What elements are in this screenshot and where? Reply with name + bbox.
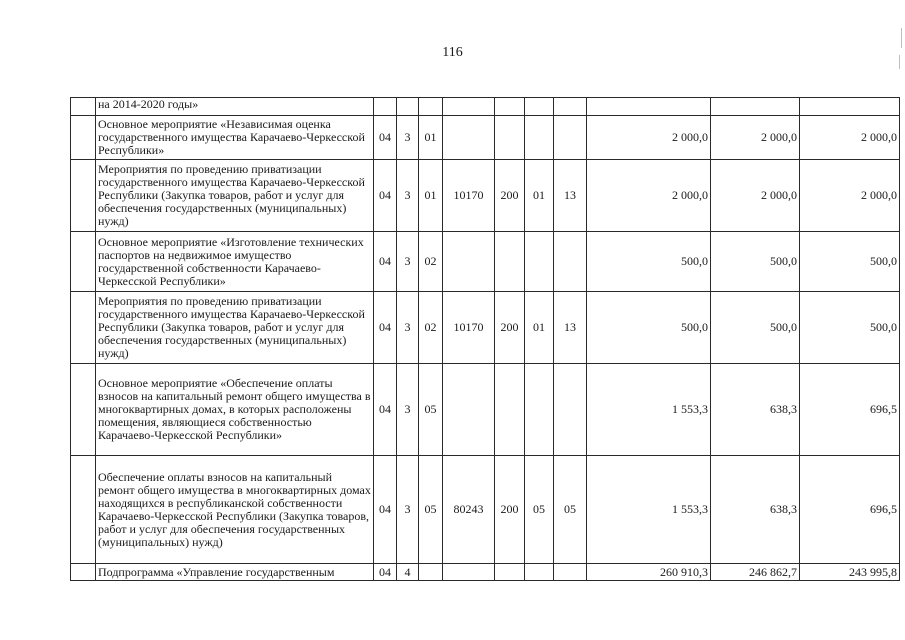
row-name-cell: Основное мероприятие «Независимая оценка государственного имущества Карачаево-Черкесской Республики» bbox=[96, 116, 374, 160]
code-cell-2: 3 bbox=[397, 456, 419, 564]
amount-cell-1: 1 553,3 bbox=[587, 364, 711, 456]
amount-cell-2: 246 862,7 bbox=[711, 564, 800, 581]
row-marker-cell bbox=[71, 160, 96, 232]
table-body bbox=[71, 98, 900, 581]
code-cell-2: 3 bbox=[397, 232, 419, 292]
code-cell-7: 13 bbox=[554, 160, 587, 232]
row-name-cell: на 2014-2020 годы» bbox=[96, 98, 374, 116]
code-cell-7: 13 bbox=[554, 292, 587, 364]
code-cell-1: 04 bbox=[374, 232, 397, 292]
code-cell-7 bbox=[554, 98, 587, 116]
amount-cell-2: 638,3 bbox=[711, 456, 800, 564]
table-row bbox=[71, 232, 900, 292]
code-cell-4 bbox=[443, 232, 495, 292]
code-cell-5 bbox=[495, 98, 525, 116]
amount-cell-1: 2 000,0 bbox=[587, 116, 711, 160]
code-cell-1: 04 bbox=[374, 116, 397, 160]
code-cell-4 bbox=[443, 364, 495, 456]
code-cell-5: 200 bbox=[495, 160, 525, 232]
code-cell-4 bbox=[443, 116, 495, 160]
code-cell-6 bbox=[525, 98, 554, 116]
code-cell-3: 05 bbox=[419, 364, 443, 456]
code-cell-4: 80243 bbox=[443, 456, 495, 564]
code-cell-3: 02 bbox=[419, 292, 443, 364]
row-name-cell: Основное мероприятие «Обеспечение оплаты взносов на капитальный ремонт общего имущества в многоквартирных домах, в которых расположены помещения, являющиеся собственностью Карачаево-Черкесской Республики» bbox=[96, 364, 374, 456]
code-cell-7: 05 bbox=[554, 456, 587, 564]
row-marker-cell bbox=[71, 292, 96, 364]
amount-cell-3 bbox=[800, 98, 900, 116]
code-cell-2: 3 bbox=[397, 292, 419, 364]
code-cell-2: 3 bbox=[397, 116, 419, 160]
code-cell-5 bbox=[495, 232, 525, 292]
code-cell-1: 04 bbox=[374, 456, 397, 564]
amount-cell-3: 2 000,0 bbox=[800, 160, 900, 232]
table-row bbox=[71, 564, 900, 581]
table-row bbox=[71, 160, 900, 232]
code-cell-6 bbox=[525, 116, 554, 160]
amount-cell-2: 638,3 bbox=[711, 364, 800, 456]
code-cell-2: 3 bbox=[397, 160, 419, 232]
code-cell-5: 200 bbox=[495, 292, 525, 364]
amount-cell-3: 500,0 bbox=[800, 232, 900, 292]
code-cell-7 bbox=[554, 364, 587, 456]
code-cell-1: 04 bbox=[374, 160, 397, 232]
row-marker-cell bbox=[71, 116, 96, 160]
code-cell-5 bbox=[495, 116, 525, 160]
row-marker-cell bbox=[71, 564, 96, 581]
code-cell-3: 01 bbox=[419, 116, 443, 160]
row-marker-cell bbox=[71, 98, 96, 116]
code-cell-1: 04 bbox=[374, 564, 397, 581]
amount-cell-2 bbox=[711, 98, 800, 116]
code-cell-6: 01 bbox=[525, 160, 554, 232]
table-row bbox=[71, 456, 900, 564]
code-cell-4 bbox=[443, 564, 495, 581]
code-cell-2: 4 bbox=[397, 564, 419, 581]
amount-cell-3: 500,0 bbox=[800, 292, 900, 364]
code-cell-7 bbox=[554, 232, 587, 292]
code-cell-3 bbox=[419, 98, 443, 116]
code-cell-6 bbox=[525, 564, 554, 581]
amount-cell-3: 696,5 bbox=[800, 364, 900, 456]
amount-cell-3: 243 995,8 bbox=[800, 564, 900, 581]
code-cell-6: 01 bbox=[525, 292, 554, 364]
code-cell-1: 04 bbox=[374, 292, 397, 364]
code-cell-6 bbox=[525, 364, 554, 456]
code-cell-4: 10170 bbox=[443, 160, 495, 232]
page-number: 116 bbox=[442, 45, 463, 60]
code-cell-1 bbox=[374, 98, 397, 116]
code-cell-2: 3 bbox=[397, 364, 419, 456]
amount-cell-1: 2 000,0 bbox=[587, 160, 711, 232]
amount-cell-2: 500,0 bbox=[711, 292, 800, 364]
row-name-cell: Основное мероприятие «Изготовление технических паспортов на недвижимое имущество государственной собственности Карачаево-Черкесской Республики» bbox=[96, 232, 374, 292]
code-cell-3: 02 bbox=[419, 232, 443, 292]
code-cell-3: 01 bbox=[419, 160, 443, 232]
row-marker-cell bbox=[71, 232, 96, 292]
row-marker-cell bbox=[71, 456, 96, 564]
code-cell-5: 200 bbox=[495, 456, 525, 564]
amount-cell-3: 696,5 bbox=[800, 456, 900, 564]
amount-cell-1: 500,0 bbox=[587, 232, 711, 292]
code-cell-4 bbox=[443, 98, 495, 116]
table-row bbox=[71, 116, 900, 160]
amount-cell-1: 260 910,3 bbox=[587, 564, 711, 581]
amount-cell-1: 500,0 bbox=[587, 292, 711, 364]
code-cell-2 bbox=[397, 98, 419, 116]
amount-cell-1: 1 553,3 bbox=[587, 456, 711, 564]
code-cell-4: 10170 bbox=[443, 292, 495, 364]
table-row bbox=[71, 364, 900, 456]
amount-cell-2: 2 000,0 bbox=[711, 116, 800, 160]
code-cell-7 bbox=[554, 564, 587, 581]
amount-cell-2: 2 000,0 bbox=[711, 160, 800, 232]
budget-table bbox=[70, 97, 900, 581]
row-name-cell: Мероприятия по проведению приватизации государственного имущества Карачаево-Черкесской Республики (Закупка товаров, работ и услуг для обеспечения государственных (муниципальных) нужд) bbox=[96, 160, 374, 232]
code-cell-3: 05 bbox=[419, 456, 443, 564]
amount-cell-2: 500,0 bbox=[711, 232, 800, 292]
table-row bbox=[71, 98, 900, 116]
row-name-cell: Мероприятия по проведению приватизации государственного имущества Карачаево-Черкесской Республики (Закупка товаров, работ и услуг для обеспечения государственных (муниципальных) нужд) bbox=[96, 292, 374, 364]
code-cell-5 bbox=[495, 564, 525, 581]
code-cell-1: 04 bbox=[374, 364, 397, 456]
table-row bbox=[71, 292, 900, 364]
amount-cell-1 bbox=[587, 98, 711, 116]
code-cell-5 bbox=[495, 364, 525, 456]
amount-cell-3: 2 000,0 bbox=[800, 116, 900, 160]
code-cell-6: 05 bbox=[525, 456, 554, 564]
code-cell-7 bbox=[554, 116, 587, 160]
row-name-cell: Обеспечение оплаты взносов на капитальный ремонт общего имущества в многоквартирных домах находящихся в республиканской собственности Карачаево-Черкесской Республики (Закупка товаров, работ и услуг для обеспечения государственных (муниципальных) нужд) bbox=[96, 456, 374, 564]
row-marker-cell bbox=[71, 364, 96, 456]
code-cell-3 bbox=[419, 564, 443, 581]
row-name-cell: Подпрограмма «Управление государственным bbox=[96, 564, 374, 581]
code-cell-6 bbox=[525, 232, 554, 292]
